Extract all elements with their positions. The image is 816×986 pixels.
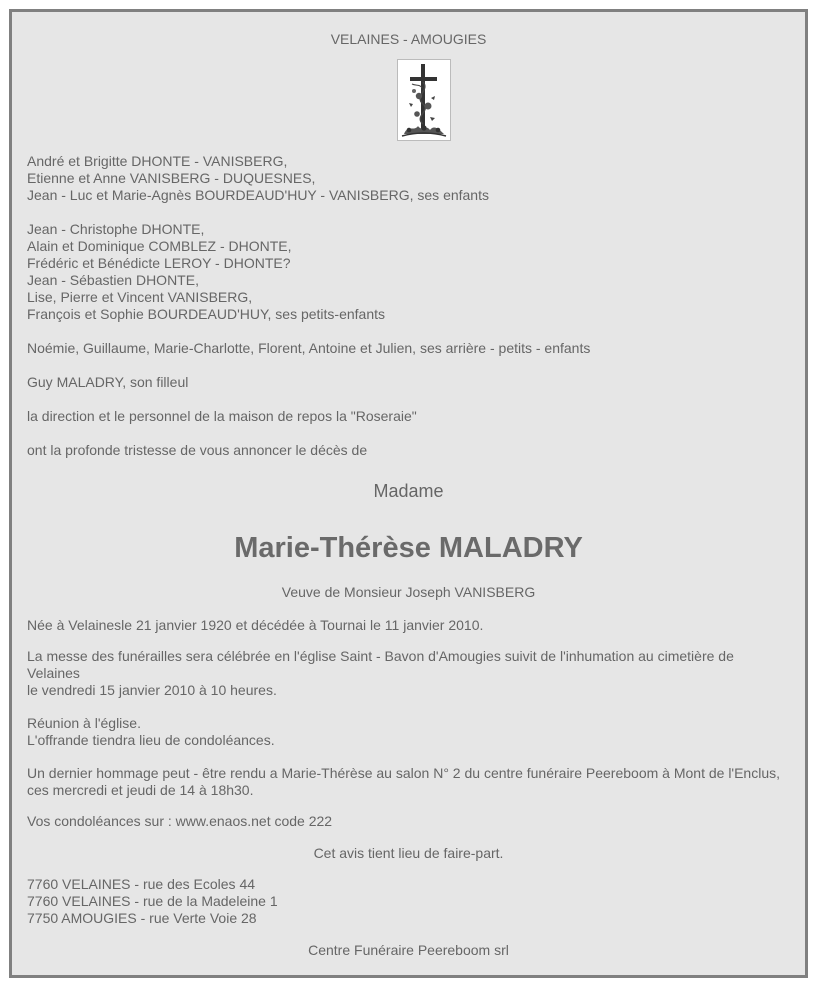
last-tribute: Un dernier hommage peut - être rendu a Marie-Thérèse au salon N° 2 du centre funéraire Peereboom à Mont de l'Enclus, ces mercredi et jeudi de 14 à 18h30.	[27, 765, 781, 798]
widow-of: Veuve de Monsieur Joseph VANISBERG	[281, 584, 536, 600]
grandchildren-list	[27, 221, 790, 323]
list-item: André et Brigitte DHONTE - VANISBERG,	[27, 153, 288, 169]
funeral-date: le vendredi 15 janvier 2010 à 10 heures.	[27, 682, 277, 698]
great-grandchildren: Noémie, Guillaume, Marie-Charlotte, Florent, Antoine et Julien, ses arrière - petits - enfants	[27, 340, 591, 356]
list-item: Etienne et Anne VANISBERG - DUQUESNES,	[27, 170, 316, 186]
deceased-name: Marie-Thérèse MALADRY	[234, 532, 583, 564]
addresses	[27, 876, 790, 927]
list-item: Jean - Luc et Marie-Agnès BOURDEAUD'HUY - VANISBERG, ses enfants	[27, 187, 489, 203]
funeral-mass: La messe des funérailles sera célébrée en l'église Saint - Bavon d'Amougies suivit de l'inhumation au cimetière de Velaines	[27, 648, 734, 681]
location-header: VELAINES - AMOUGIES	[330, 31, 487, 47]
list-item: Alain et Dominique COMBLEZ - DHONTE,	[27, 238, 292, 254]
address-line: 7750 AMOUGIES - rue Verte Voie 28	[27, 910, 257, 926]
list-item: Jean - Christophe DHONTE,	[27, 221, 205, 237]
offering-note: L'offrande tiendra lieu de condoléances.	[27, 732, 275, 748]
list-item: François et Sophie BOURDEAUD'HUY, ses petits-enfants	[27, 306, 386, 322]
nursing-home-staff: la direction et le personnel de la maison de repos la "Roseraie"	[27, 408, 417, 424]
condolences-link: Vos condoléances sur : www.enaos.net code 222	[27, 813, 333, 829]
godson: Guy MALADRY, son filleul	[27, 374, 189, 390]
address-line: 7760 VELAINES - rue des Ecoles 44	[27, 876, 256, 892]
announcement: ont la profonde tristesse de vous annoncer le décès de	[27, 442, 368, 458]
funeral-home-footer: Centre Funéraire Peereboom srl	[308, 942, 509, 958]
address-line: 7760 VELAINES - rue de la Madeleine 1	[27, 893, 278, 909]
list-item: Frédéric et Bénédicte LEROY - DHONTE?	[27, 255, 291, 271]
list-item: Jean - Sébastien DHONTE,	[27, 272, 199, 288]
meeting-details	[27, 715, 790, 749]
meeting-place: Réunion à l'église.	[27, 715, 141, 731]
birth-death: Née à Velainesle 21 janvier 1920 et décédée à Tournai le 11 janvier 2010.	[27, 617, 484, 633]
list-item: Lise, Pierre et Vincent VANISBERG,	[27, 289, 253, 305]
children-list	[27, 153, 790, 204]
cross-with-roses-icon	[397, 59, 451, 141]
funeral-details	[27, 648, 790, 699]
honorific-title: Madame	[373, 481, 444, 501]
notice-statement: Cet avis tient lieu de faire-part.	[313, 845, 504, 861]
death-notice-frame	[9, 9, 808, 978]
